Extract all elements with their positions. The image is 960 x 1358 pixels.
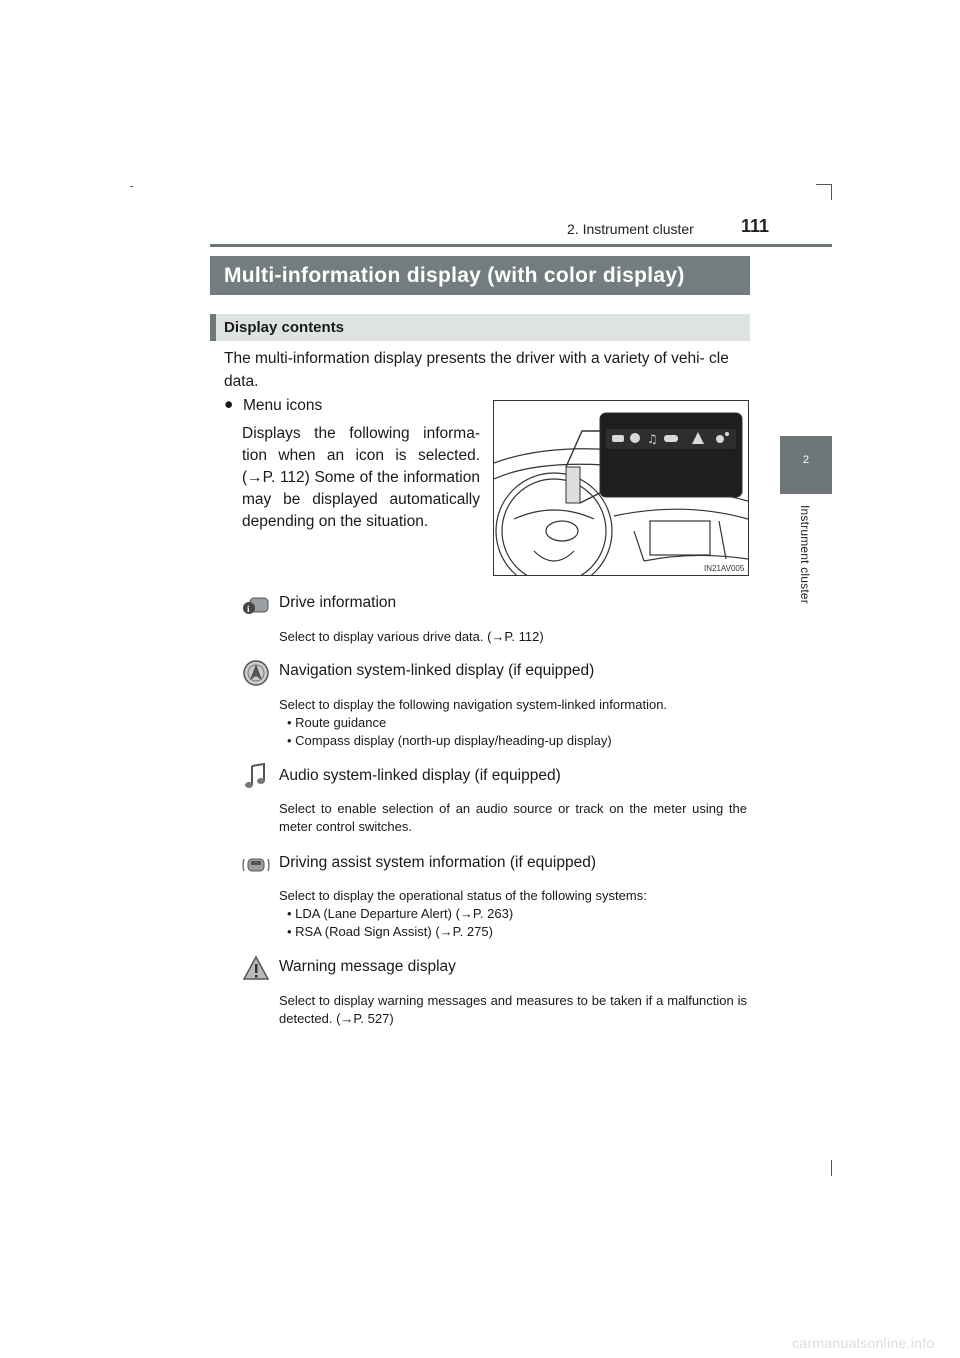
item-title-warning: Warning message display [279,958,456,975]
crop-mark [816,184,832,185]
chapter-tab: 2 [780,436,832,494]
crop-mark [130,186,133,187]
driving-assist-icon [242,851,270,879]
subsection-title: Display contents [210,314,750,341]
footer-watermark: carmanualsonline.info [792,1335,935,1351]
music-note-icon [242,762,270,790]
item-text: Select to display the following navigation system-linked information. [279,697,668,712]
item-text: Select to display warning messages and measures to be taken if a malfunction is detected. (→P. 527) [279,993,747,1026]
figure-code: IN21AV005 [704,564,745,573]
dashboard-drawing [494,401,748,575]
drive-information-icon [242,591,270,619]
item-title-drive-information: Drive information [279,594,397,611]
list-item: • RSA (Road Sign Assist) (→P. 275) [279,923,747,941]
menu-icons-description: Displays the following informa- tion when an icon is selected. (→P. 112) Some of the information may be displayed automatically depending on the situation. [242,425,480,530]
navigation-icon [242,659,270,687]
intro-paragraph: The multi-information display presents the driver with a variety of vehi- cle data. [224,350,729,390]
svg-text:♫: ♫ [647,432,658,446]
item-title-navigation: Navigation system-linked display (if equipped) [279,662,595,679]
bullet-list [279,714,747,750]
item-title-audio: Audio system-linked display (if equipped) [279,767,561,784]
crop-mark [831,184,832,200]
svg-text:i: i [247,604,250,614]
bullet-icon: ● [224,396,234,413]
item-body-audio [279,800,747,836]
header-rule [210,244,832,247]
item-title-driving-assist: Driving assist system information (if equipped) [279,854,597,871]
chapter-title: 2. Instrument cluster [567,221,694,237]
item-text: Select to enable selection of an audio source or track on the meter using the meter control switches. [279,801,747,834]
item-text: Select to display the operational status of the following systems: [279,888,647,903]
dashboard-illustration [493,400,749,576]
section-title: Multi-information display (with color display) [210,256,750,295]
list-item: • Route guidance [279,714,747,732]
item-body-drive-information [279,628,747,646]
item-text: Select to display various drive data. (→P. 112) [279,629,544,644]
menu-icons-label: Menu icons [243,397,323,414]
crop-mark [831,1160,832,1176]
list-item: • Compass display (north-up display/heading-up display) [279,732,747,750]
chapter-tab-label: Instrument cluster [798,505,812,604]
item-body-driving-assist [279,887,747,941]
bullet-list [279,905,747,941]
item-body-navigation [279,696,747,750]
warning-triangle-icon [242,954,270,982]
list-item: • LDA (Lane Departure Alert) (→P. 263) [279,905,747,923]
item-body-warning [279,992,747,1028]
page-number: 111 [741,216,770,236]
